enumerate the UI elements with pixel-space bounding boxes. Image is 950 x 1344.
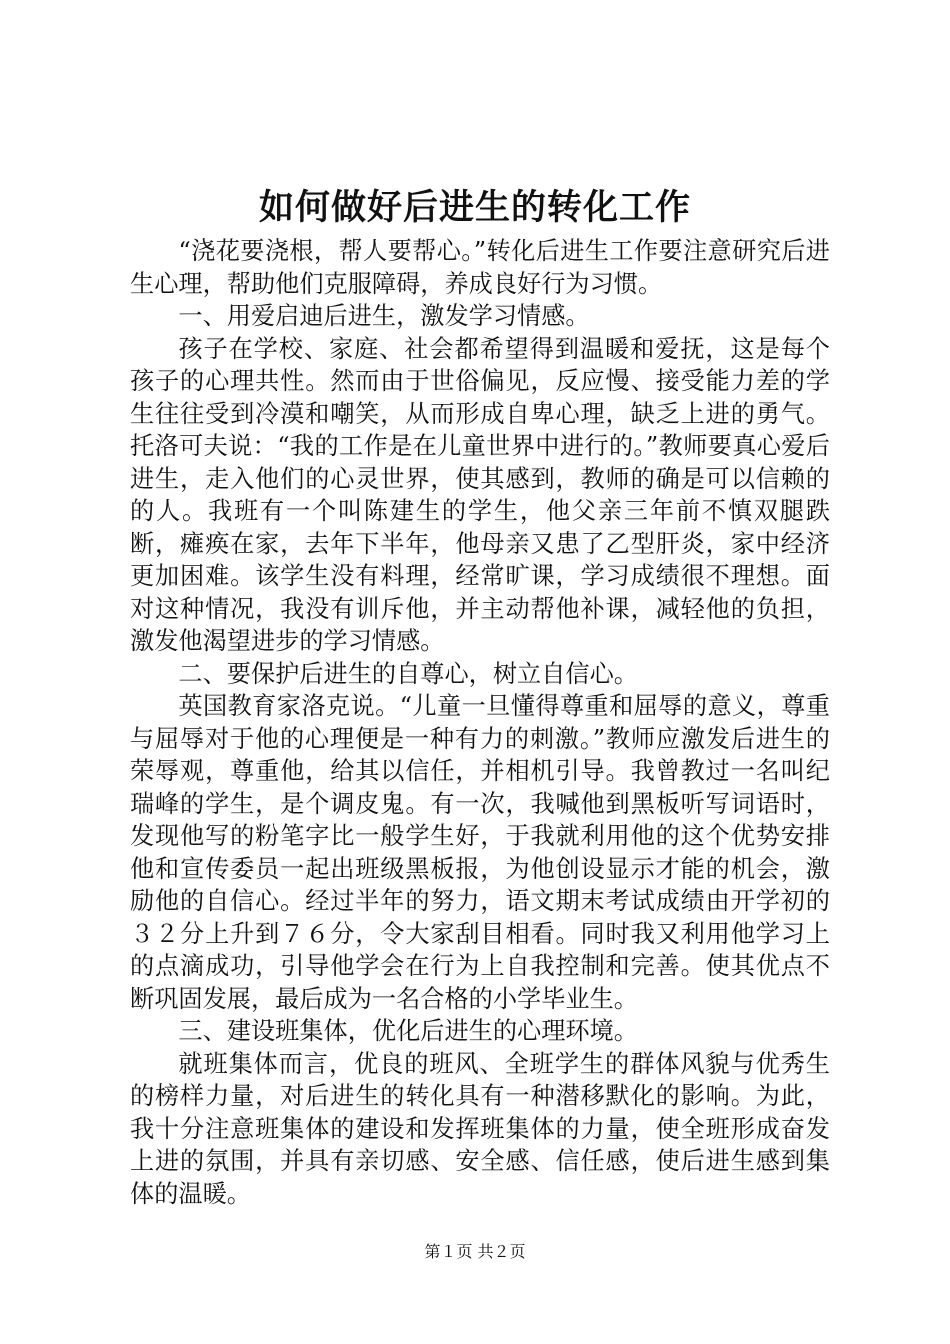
paragraph-section-2: 英国教育家洛克说。“儿童一旦懂得尊重和屈辱的意义，尊重与屈辱对于他的心理便是一种有力的刺激。”教师应激发后进生的荣辱观，尊重他，给其以信任，并相机引导。我曾教过一名叫纪瑞峰的学生，是个调皮鬼。有一次，我喊他到黑板听写词语时，发现他写的粉笔字比一般学生好，于我就利用他的这个优势安排他和宣传委员一起出班级黑板报，为他创设显示才能的机会，激励他的自信心。经过半年的努力，语文期末考试成绩由开学初的３２分上升到７６分，令大家刮目相看。同时我又利用他学习上的点滴成功，引导他学会在行为上自我控制和完善。使其优点不断巩固发展，最后成为一名合格的小学毕业生。 — [130, 692, 830, 1013]
paragraph-intro: “浇花要浇根，帮人要帮心。”转化后进生工作要注意研究后进生心理，帮助他们克服障碍，养成良好行为习惯。 — [130, 237, 830, 298]
document-body — [130, 235, 830, 1210]
document-title: 如何做好后进生的转化工作 — [258, 187, 691, 228]
paragraph-section-3: 就班集体而言，优良的班风、全班学生的群体风貌与优秀生的榜样力量，对后进生的转化具有一种潜移默化的影响。为此，我十分注意班集体的建设和发挥班集体的力量，使全班形成奋发上进的氛围，并具有亲切感、安全感、信任感，使后进生感到集体的温暖。 — [130, 1049, 830, 1208]
section-heading-3: 三、建设班集体，优化后进生的心理环境。 — [178, 1017, 638, 1045]
section-heading-1: 一、用爱启迪后进生，激发学习情感。 — [178, 302, 590, 330]
section-heading-2: 二、要保护后进生的自尊心，树立自信心。 — [178, 659, 638, 688]
page-number-footer: 第１页 共２页 — [424, 1242, 526, 1261]
paragraph-section-1: 孩子在学校、家庭、社会都希望得到温暖和爱抚，这是每个孩子的心理共性。然而由于世俗偏见，反应慢、接受能力差的学生往往受到冷漠和嘲笑，从而形成自卑心理，缺乏上进的勇气。托洛可夫说：“我的工作是在儿童世界中进行的。”教师要真心爱后进生，走入他们的心灵世界，使其感到，教师的确是可以信赖的的人。我班有一个叫陈建生的学生，他父亲三年前不慎双腿跌断，瘫痪在家，去年下半年，他母亲又患了乙型肝炎，家中经济更加困难。该学生没有料理，经常旷课，学习成绩很不理想。面对这种情况，我没有训斥他，并主动帮他补课，减轻他的负担，激发他渴望进步的学习情感。 — [130, 334, 830, 655]
